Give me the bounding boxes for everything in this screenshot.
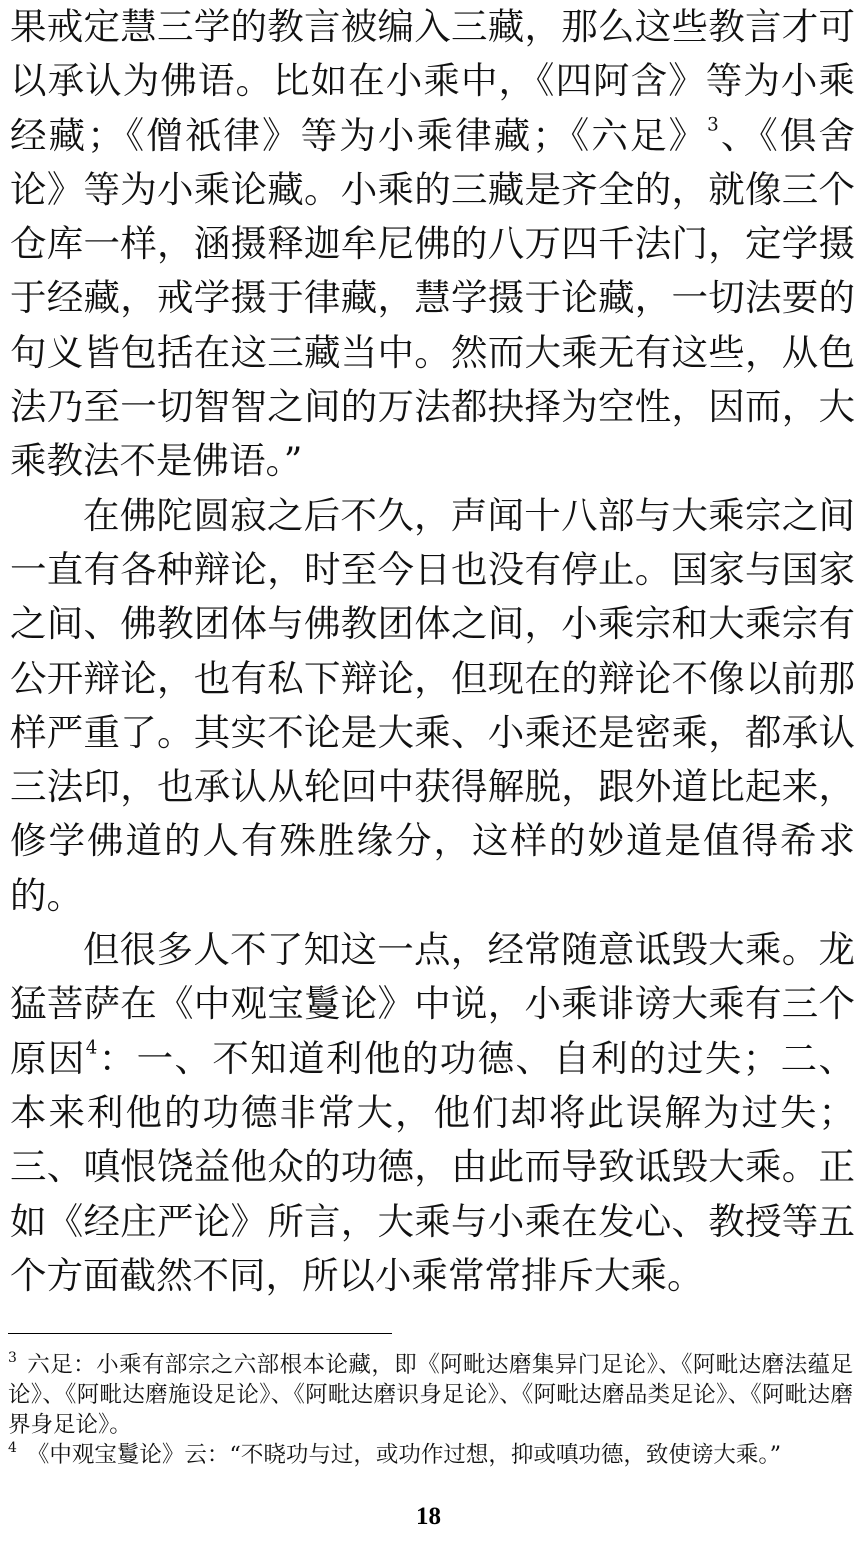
footnote-ref-3[interactable]: 3: [707, 114, 719, 136]
paragraph-3-text-a: 但很多人不了知这一点，经常随意诋毁大乘。龙猛菩萨在《中观宝鬘论》中说，小乘诽谤大乘有三个原因: [10, 928, 855, 1080]
footnote-divider: [8, 1333, 392, 1334]
footnote-3-marker: 3: [8, 1349, 17, 1366]
footnote-4-marker: 4: [8, 1439, 17, 1456]
footnote-4-text: 《中观宝鬘论》云：“不晓功与过，或功作过想，抑或嗔功德，致使谤大乘。”: [26, 1442, 782, 1468]
page-number: 18: [416, 1503, 441, 1530]
paragraph-1-text-b: 、《俱舍论》等为小乘论藏。小乘的三藏是齐全的，就像三个仓库一样，涵摄释迦牟尼佛的八万四千法门，定学摄于经藏，戒学摄于律藏，慧学摄于论藏，一切法要的句义皆包括在这三藏当中。然而大乘无有这些，从色法乃至一切智智之间的万法都抉择为空性，因而，大乘教法不是佛语。”: [10, 113, 856, 483]
main-text: [10, 0, 855, 1303]
paragraph-3-text-b: ：一、不知道利他的功德、自利的过失；二、本来利他的功德非常大，他们却将此误解为过失；三、嗔恨饶益他众的功德，由此而导致诋毁大乘。正如《经庄严论》所言，大乘与小乘在发心、教授等五个方面截然不同，所以小乘常常排斥大乘。: [10, 1036, 856, 1297]
footnote-3-text: 六足：小乘有部宗之六部根本论藏，即《阿毗达磨集异门足论》、《阿毗达磨法蕴足论》、《阿毗达磨施设足论》、《阿毗达磨识身足论》、《阿毗达磨品类足论》、《阿毗达磨界身足论》。: [8, 1352, 853, 1438]
paragraph-2: 在佛陀圆寂之后不久，声闻十八部与大乘宗之间一直有各种辩论，时至今日也没有停止。国家与国家之间、佛教团体与佛教团体之间，小乘宗和大乘宗有公开辩论，也有私下辩论，但现在的辩论不像以前那样严重了。其实不论是大乘、小乘还是密乘，都承认三法印，也承认从轮回中获得解脱，跟外道比起来，修学佛道的人有殊胜缘分，这样的妙道是值得希求的。: [10, 493, 855, 917]
footnote-3: [8, 1350, 853, 1440]
paragraph-3: [10, 923, 855, 1303]
footnote-ref-4[interactable]: 4: [85, 1037, 98, 1059]
paragraph-1: [10, 0, 855, 489]
paragraph-1-text-a: 果戒定慧三学的教言被编入三藏，那么这些教言才可以承认为佛语。比如在小乘中，《四阿含》等为小乘经藏；《僧祇律》等为小乘律藏；《六足》: [10, 5, 855, 157]
footnotes: [8, 1350, 853, 1470]
footnote-4: [8, 1440, 853, 1470]
